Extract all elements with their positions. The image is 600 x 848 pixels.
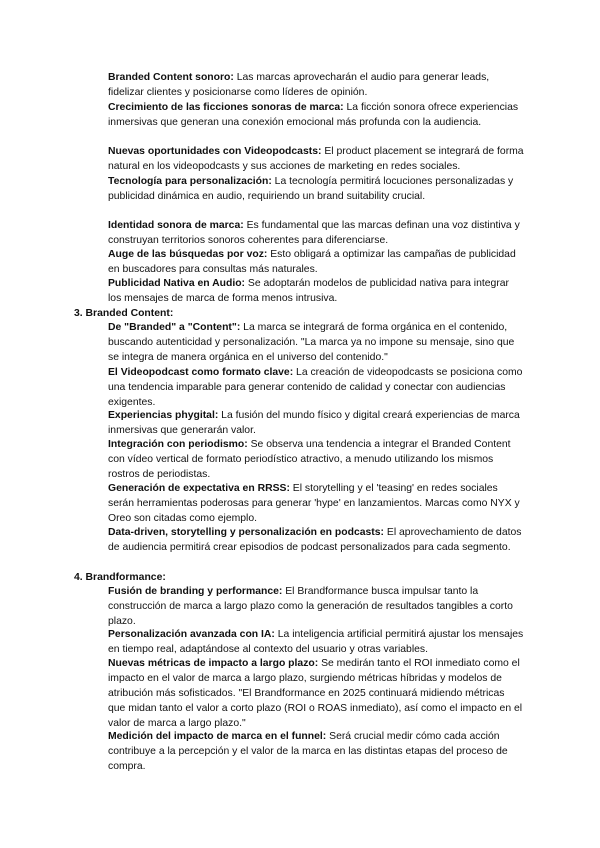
item-text: La inteligencia artificial permitirá ajustar los mensajes en tiempo real, adaptándose al contexto del usuario y otras variables. bbox=[108, 629, 524, 655]
list-item bbox=[108, 321, 524, 366]
list-item bbox=[108, 628, 524, 658]
item-text: El storytelling y el 'teasing' en redes sociales serán herramientas poderosas para generar 'hype' en lanzamientos. Marcas como NYX y Oreo son citadas como ejemplo. bbox=[108, 483, 520, 524]
item-term: Fusión de branding y performance: bbox=[108, 586, 283, 597]
list-item bbox=[108, 71, 524, 101]
item-term: Nuevas oportunidades con Videopodcasts: bbox=[108, 146, 322, 157]
list-item bbox=[108, 409, 524, 439]
list-item bbox=[108, 366, 524, 411]
item-term: Generación de expectativa en RRSS: bbox=[108, 483, 290, 494]
item-text: Las marcas aprovecharán el audio para generar leads, fidelizar clientes y posicionarse como líderes de opinión. bbox=[108, 72, 490, 98]
item-term: Personalización avanzada con IA: bbox=[108, 629, 275, 640]
item-term: Auge de las búsquedas por voz: bbox=[108, 249, 268, 260]
item-text: El aprovechamiento de datos de audiencia permitirá crear episodios de podcast personalizados para cada segmento. bbox=[108, 527, 522, 553]
list-item bbox=[108, 657, 524, 732]
list-item bbox=[108, 101, 524, 131]
item-text: Se medirán tanto el ROI inmediato como el impacto en el valor de marca a largo plazo, surgiendo métricas híbridas y modelos de atribución más sofisticados. "El Brandformance en 2025 continuará midiendo métricas que midan tanto el valor a corto plazo (ROI o ROAS inmediato), así como el impacto en el valor de marca a largo plazo." bbox=[108, 658, 523, 729]
list-item bbox=[108, 526, 524, 556]
item-text: El Brandformance busca impulsar tanto la construcción de marca a largo plazo como la generación de resultados tangibles a corto plazo. bbox=[108, 586, 513, 627]
item-text: La creación de videopodcasts se posiciona como una tendencia imparable para generar contenido de calidad y conectar con audiencias exigentes. bbox=[108, 367, 523, 408]
section-heading: 4. Brandformance: bbox=[74, 572, 166, 583]
list-item bbox=[108, 482, 524, 527]
item-term: Data-driven, storytelling y personalización en podcasts: bbox=[108, 527, 384, 538]
item-term: Tecnología para personalización: bbox=[108, 176, 272, 187]
list-item bbox=[108, 219, 524, 249]
item-text: Se observa una tendencia a integrar el Branded Content con vídeo vertical de formato periodístico atractivo, a menudo utilizando los mismos rostros de periodistas. bbox=[108, 439, 511, 480]
item-text: La tecnología permitirá locuciones personalizadas y publicidad dinámica en audio, requiriendo un brand suitability crucial. bbox=[108, 176, 514, 202]
item-text: Se adoptarán modelos de publicidad nativa para integrar los mensajes de marca de forma menos intrusiva. bbox=[108, 278, 510, 304]
list-item bbox=[108, 730, 524, 775]
item-term: El Videopodcast como formato clave: bbox=[108, 367, 294, 378]
item-text: Es fundamental que las marcas definan una voz distintiva y construyan territorios sonoros coherentes para diferenciarse. bbox=[108, 220, 520, 246]
item-term: Publicidad Nativa en Audio: bbox=[108, 278, 246, 289]
list-item bbox=[108, 277, 524, 307]
item-text: Será crucial medir cómo cada acción contribuye a la percepción y el valor de la marca en las distintas etapas del proceso de compra. bbox=[108, 731, 508, 772]
item-term: Crecimiento de las ficciones sonoras de marca: bbox=[108, 102, 344, 113]
item-term: Experiencias phygital: bbox=[108, 410, 219, 421]
item-term: Medición del impacto de marca en el funnel: bbox=[108, 731, 327, 742]
list-item bbox=[108, 438, 524, 483]
list-item bbox=[108, 248, 524, 278]
item-text: La ficción sonora ofrece experiencias inmersivas que generan una conexión emocional más profunda con la audiencia. bbox=[108, 102, 519, 128]
list-item bbox=[108, 175, 524, 205]
item-text: Esto obligará a optimizar las campañas de publicidad en buscadores para consultas más naturales. bbox=[108, 249, 516, 275]
item-text: La marca se integrará de forma orgánica en el contenido, buscando autenticidad y personalización. "La marca ya no impone su mensaje, sino que se integra de manera orgánica en el universo del contenido." bbox=[108, 322, 515, 363]
item-term: Integración con periodismo: bbox=[108, 439, 248, 450]
item-text: La fusión del mundo físico y digital creará experiencias de marca inmersivas que generarán valor. bbox=[108, 410, 520, 436]
item-text: El product placement se integrará de forma natural en los videopodcasts y sus acciones de marketing en redes sociales. bbox=[108, 146, 524, 172]
list-item bbox=[108, 585, 524, 630]
item-term: Nuevas métricas de impacto a largo plazo: bbox=[108, 658, 319, 669]
item-term: Branded Content sonoro: bbox=[108, 72, 234, 83]
section-heading: 3. Branded Content: bbox=[74, 308, 174, 319]
item-term: Identidad sonora de marca: bbox=[108, 220, 244, 231]
list-item bbox=[108, 145, 524, 175]
item-term: De "Branded" a "Content": bbox=[108, 322, 241, 333]
